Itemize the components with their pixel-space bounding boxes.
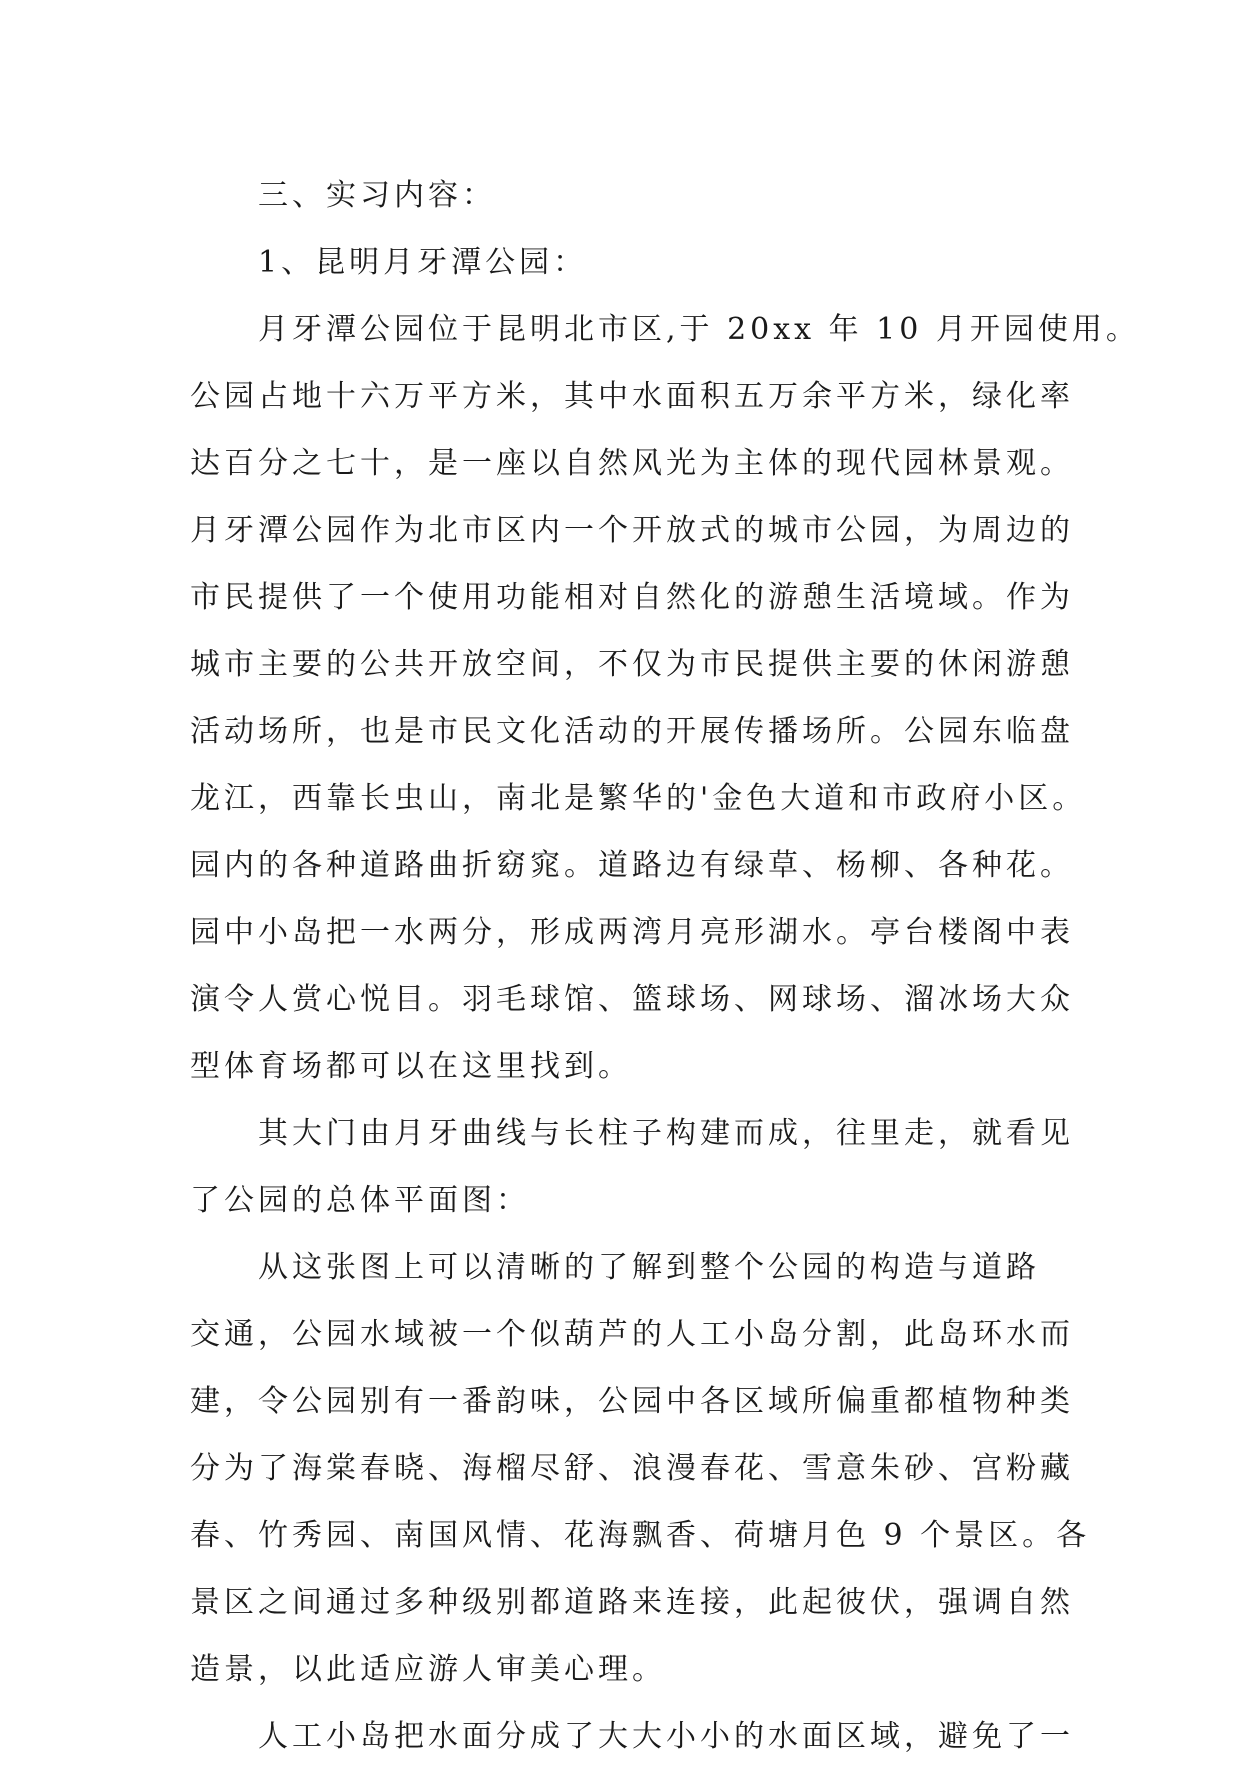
paragraph-line: 其大门由月牙曲线与长柱子构建而成，往里走，就看见 xyxy=(258,1116,1074,1151)
paragraph-line: 了公园的总体平面图： xyxy=(190,1183,530,1218)
paragraph-line: 从这张图上可以清晰的了解到整个公园的构造与道路 xyxy=(258,1250,1040,1285)
paragraph-line: 型体育场都可以在这里找到。 xyxy=(190,1049,632,1084)
paragraph-line: 龙江，西靠长虫山，南北是繁华的'金色大道和市政府小区。 xyxy=(190,781,1087,816)
paragraph-line: 园中小岛把一水两分，形成两湾月亮形湖水。亭台楼阁中表 xyxy=(190,915,1074,950)
paragraph-line: 演令人赏心悦目。羽毛球馆、篮球场、网球场、溜冰场大众 xyxy=(190,982,1074,1017)
section-heading: 三、实习内容： xyxy=(258,178,496,213)
paragraph-line: 建，令公园别有一番韵味，公园中各区域所偏重都植物种类 xyxy=(190,1384,1074,1419)
paragraph-line: 公园占地十六万平方米，其中水面积五万余平方米，绿化率 xyxy=(190,379,1074,414)
paragraph-line: 景区之间通过多种级别都道路来连接，此起彼伏，强调自然 xyxy=(190,1585,1074,1620)
paragraph-line: 城市主要的公共开放空间，不仅为市民提供主要的休闲游憩 xyxy=(190,647,1074,682)
paragraph-line: 春、竹秀园、南国风情、花海飘香、荷塘月色 9 个景区。各 xyxy=(190,1518,1091,1553)
paragraph-line: 市民提供了一个使用功能相对自然化的游憩生活境域。作为 xyxy=(190,580,1074,615)
paragraph-line: 人工小岛把水面分成了大大小小的水面区域，避免了一 xyxy=(258,1719,1074,1754)
paragraph-line: 达百分之七十，是一座以自然风光为主体的现代园林景观。 xyxy=(190,446,1074,481)
paragraph-line: 造景，以此适应游人审美心理。 xyxy=(190,1652,666,1687)
paragraph-line: 活动场所，也是市民文化活动的开展传播场所。公园东临盘 xyxy=(190,714,1074,749)
paragraph-line: 园内的各种道路曲折窈窕。道路边有绿草、杨柳、各种花。 xyxy=(190,848,1074,883)
subsection-heading: 1、昆明月牙潭公园： xyxy=(258,245,588,280)
document-body xyxy=(190,162,1140,1770)
paragraph-line: 分为了海棠春晓、海榴尽舒、浪漫春花、雪意朱砂、宫粉藏 xyxy=(190,1451,1074,1486)
paragraph-line: 月牙潭公园位于昆明北市区,于 20xx 年 10 月开园使用。 xyxy=(258,312,1140,347)
paragraph-line: 月牙潭公园作为北市区内一个开放式的城市公园，为周边的 xyxy=(190,513,1074,548)
paragraph-line: 交通，公园水域被一个似葫芦的人工小岛分割，此岛环水而 xyxy=(190,1317,1074,1352)
